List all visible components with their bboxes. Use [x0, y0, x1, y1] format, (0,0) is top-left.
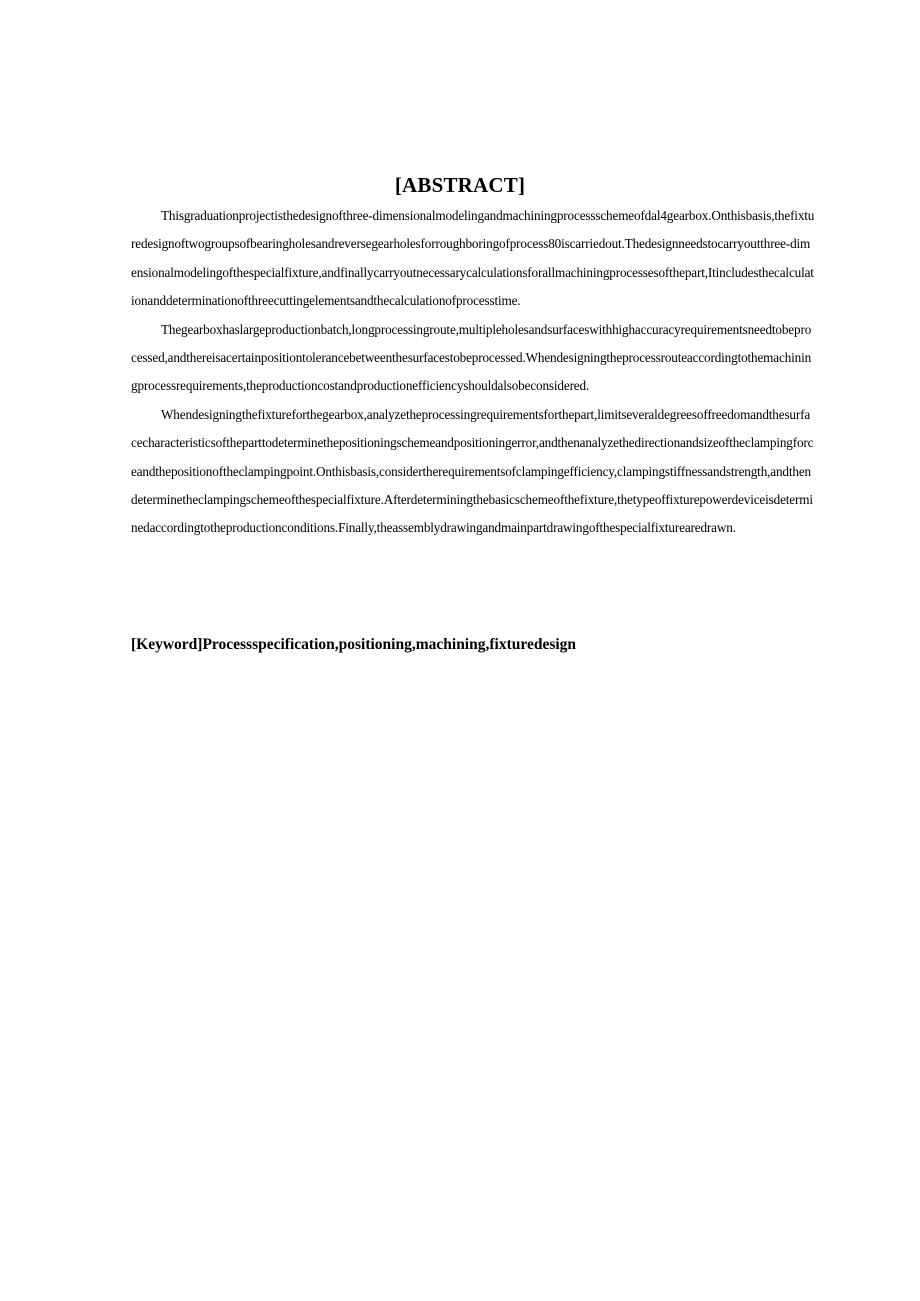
- abstract-paragraph-1: Thisgraduationprojectisthedesignofthree-dimensionalmodelingandmachiningprocessschemeofdal4gearbox.Onthisbasis,thefixturedesignoftwogroupsofbearingholesandreversegearholesforroughboringofprocess80iscarriedout.Thedesignneedstocarryoutthree-dimensionalmodelingofthespecialfixture,andfinallycarryoutnecessarycalculationsforallmachiningprocessesofthepart,Itincludesthecalculationanddeterminationofthreecuttingelementsandthecalculationofprocesstime.: [131, 208, 815, 309]
- abstract-paragraph-3: Whendesigningthefixtureforthegearbox,analyzetheprocessingrequirementsforthepart,limitseveraldegreesoffreedomandthesurfacecharacteristicsoftheparttodeterminethepositioningschemeandpositioningerror,andthenanalyzethedirectionandsizeoftheclampingforceandthepositionoftheclampingpoint.Onthisbasis,considertherequirementsofclampingefficiency,clampingstiffnessandstrength,andthendeterminetheclampingschemeofthespecialfixture.Afterdeterminingthebasicschemeofthefixture,thetypeoffixturepowerdeviceisdeterminedaccordingtotheproductionconditions.Finally,theassemblydrawingandmainpartdrawingofthespecialfixturearedrawn.: [131, 406, 814, 536]
- abstract-title: [ABSTRACT]: [394, 173, 526, 197]
- abstract-paragraph-2: Thegearboxhaslargeproductionbatch,longprocessingroute,multipleholesandsurfaceswithhighaccuracyrequirementsneedtobeprocessed,andthereisacertainpositiontolerancebetweenthesurfacestobeprocessed.Whendesigningtheprocessrouteaccordingtothemachiningprocessrequirements,theproductioncostandproductionefficiencyshouldalsobeconsidered.: [131, 321, 812, 394]
- abstract-body: [131, 202, 815, 543]
- keywords-line: [Keyword]Processspecification,positioning,machining,fixturedesign: [131, 636, 577, 653]
